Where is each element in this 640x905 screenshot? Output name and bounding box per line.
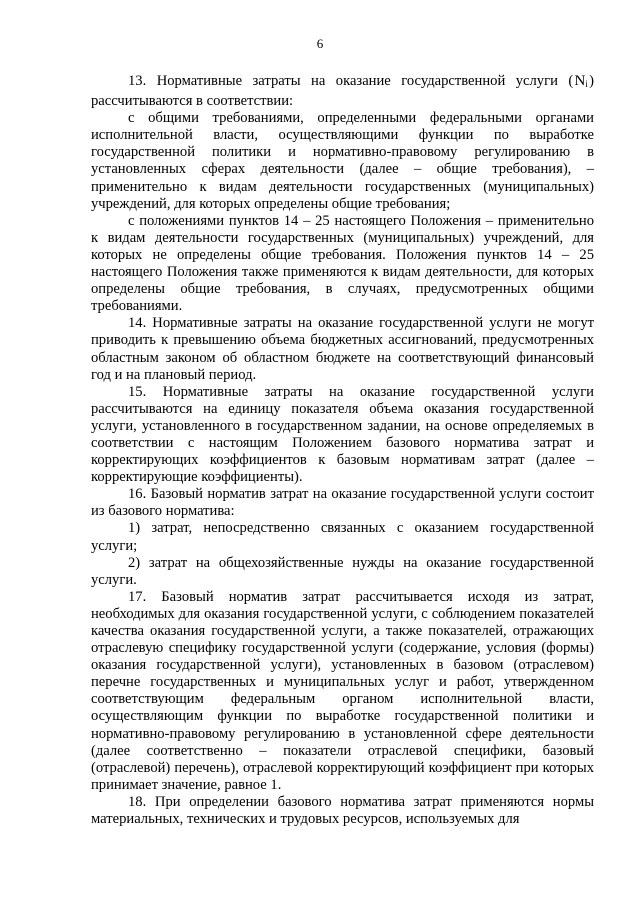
paragraph-17: 17. Базовый норматив затрат рассчитывается исходя из затрат, необходимых для оказания государственной услуги, с соблюдением показателей качества оказания государственной услуги, а также показателей, отражающих отраслевую специфику государственной услуги (содержание, условия (формы) оказания государственной услуги), установленных в базовом (отраслевом) перечне государственных и муниципальных услуг и работ, утвержденном соответствующим федеральным органом исполнительной власти, осуществляющим функции по выработке государственной политики и нормативно-правовому регулированию в установленной сфере деятельности (далее соответственно – показатели отраслевой специфики, базовый (отраслевой) перечень), отраслевой корректирующий коэффициент при которых принимает значение, равное 1. [91,588,594,793]
paragraph-13-text-after: ) рассчитываются в соответствии: [91,73,594,110]
paragraph-16-item-2: 2) затрат на общехозяйственные нужды на оказание государственной услуги. [91,554,594,588]
paragraph-18: 18. При определении базового норматива затрат применяются нормы материальных, технических и трудовых ресурсов, используемых для [91,793,594,828]
paragraph-13-provisions: с положениями пунктов 14 – 25 настоящего Положения – применительно к видам деятельности государственных (муниципальных) учреждений, для которых не определены общие требования. Положения пунктов 14 – 25 настоящего Положения также применяются к видам деятельности, для которых определены общие требования, в случаях, предусмотренных общими требованиями. [91,212,594,315]
paragraph-13-general-requirements: с общими требованиями, определенными федеральными органами исполнительной власти, осуществляющими функции по выработке государственной политики и нормативно-правовому регулированию в установленных сферах деятельности (далее – общие требования), – применительно к видам деятельности государственных (муниципальных) учреждений, для которых определены общие требования; [91,110,594,212]
paragraph-14: 14. Нормативные затраты на оказание государственной услуги не могут приводить к превышению объема бюджетных ассигнований, предусмотренных областным законом об областном бюджете на соответствующий финансовый год и на плановый период. [91,315,594,383]
page-number: 6 [316,36,324,51]
formula-n-i [573,73,589,89]
document-body [91,73,594,828]
formula-symbol: N [574,73,586,89]
paragraph-13-text-before: 13. Нормативные затраты на оказание государственной услуги ( [128,73,574,89]
paragraph-16: 16. Базовый норматив затрат на оказание государственной услуги состоит из базового норматива: [91,486,594,520]
formula-subscript: i [585,79,588,89]
paragraph-15: 15. Нормативные затраты на оказание государственной услуги рассчитываются на единицу показателя объема оказания государственной услуги, установленного в государственном задании, на основе определяемых в соответствии с настоящим Положением базового норматива затрат и корректирующих коэффициентов к базовым нормативам затрат (далее – корректирующие коэффициенты). [91,383,594,486]
paragraph-16-item-1: 1) затрат, непосредственно связанных с оказанием государственной услуги; [91,520,594,554]
paragraph-13 [91,73,594,110]
